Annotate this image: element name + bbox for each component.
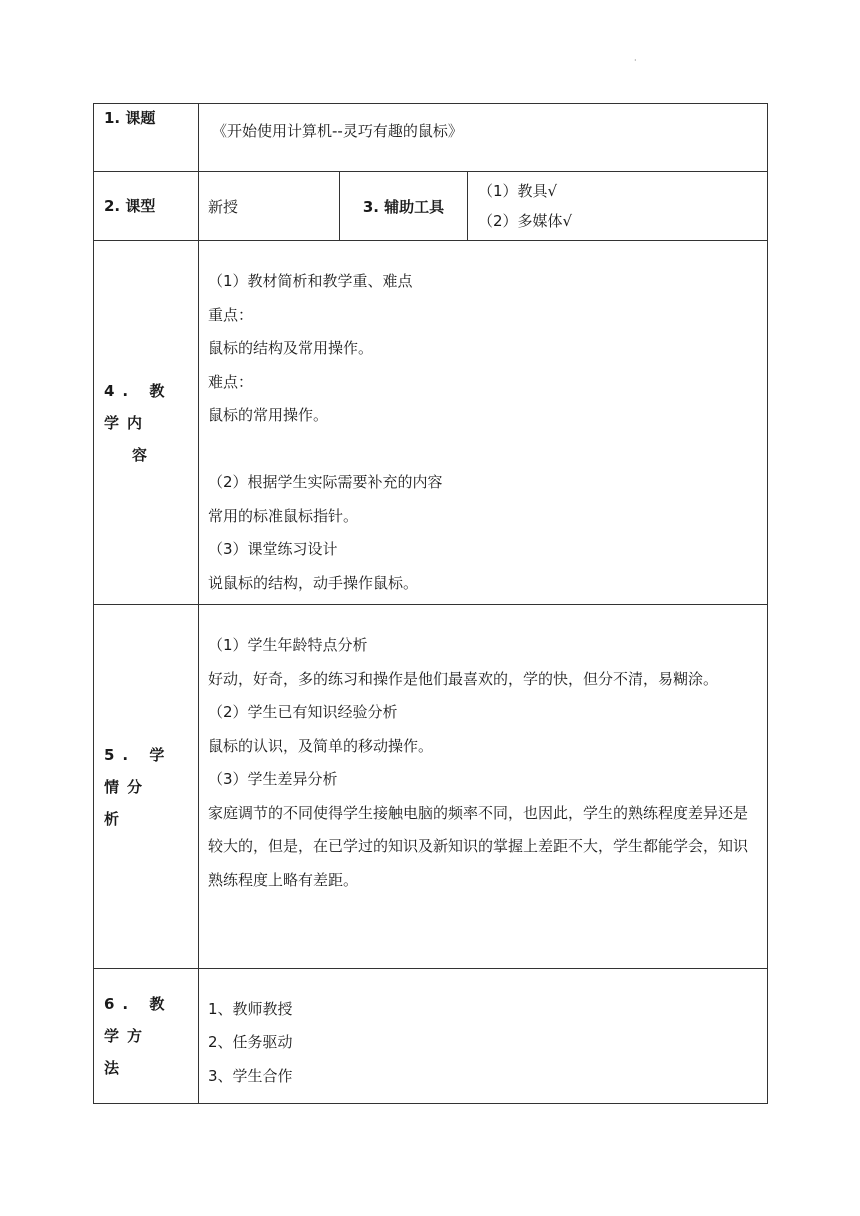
topic-label: 1. 课题 (94, 104, 199, 172)
analysis-paragraph: 好动，好奇，多的练习和操作是他们最喜欢的，学的快，但分不清，易糊涂。 (208, 669, 719, 688)
content-line: 难点： (208, 372, 254, 391)
method-row (94, 969, 768, 1104)
content-line (208, 433, 767, 467)
lesson-plan-table (93, 103, 768, 1104)
analysis-paragraph: 家庭调节的不同使得学生接触电脑的频率不同，也因此，学生的熟练程度差异还是较大的，但是，在已学过的知识及新知识的掌握上差距不大，学生都能学会，知识熟练程度上略有差距。 (208, 803, 749, 889)
content-line: （2）根据学生实际需要补充的内容 (208, 473, 443, 491)
topic-value: 《开始使用计算机--灵巧有趣的鼠标》 (199, 104, 768, 172)
method-item: 2、任务驱动 (208, 1033, 293, 1052)
content-line: （1）教材简析和教学重、难点 (208, 272, 413, 290)
content-label-line1: 4. 教学内 (104, 381, 173, 432)
analysis-paragraph: 鼠标的认识，及简单的移动操作。 (208, 736, 434, 755)
type-label: 2. 课型 (94, 172, 199, 241)
method-body (199, 969, 768, 1104)
method-item: 3、学生合作 (208, 1066, 293, 1085)
analysis-section-title: （3）学生差异分析 (208, 770, 338, 788)
topic-row (94, 104, 768, 172)
content-label-line2: 容 (132, 445, 148, 464)
analysis-section-title: （2）学生已有知识经验分析 (208, 703, 398, 721)
method-label-line1: 6. 教学方 (104, 995, 173, 1045)
analysis-label-line1: 5. 学情分 (104, 745, 173, 796)
content-row (94, 241, 768, 605)
tools-label: 3. 辅助工具 (340, 172, 468, 241)
content-line: 鼠标的结构及常用操作。 (208, 339, 374, 357)
tools-list (468, 172, 768, 241)
analysis-body (199, 605, 768, 969)
analysis-section-title: （1）学生年龄特点分析 (208, 636, 368, 654)
tool-item: （2）多媒体√ (478, 212, 573, 230)
content-line: 鼠标的常用操作。 (208, 406, 329, 424)
tool-item: （1）教具√ (478, 182, 558, 200)
content-body (199, 241, 768, 605)
content-line: 说鼠标的结构，动手操作鼠标。 (208, 573, 419, 592)
content-line: 重点： (208, 305, 254, 324)
type-value: 新授 (199, 172, 340, 241)
analysis-label (94, 605, 199, 969)
method-label (94, 969, 199, 1104)
header-mark: · (634, 56, 637, 65)
analysis-row (94, 605, 768, 969)
content-label (94, 241, 199, 605)
content-line: 常用的标准鼠标指针。 (208, 506, 359, 525)
content-line: （3）课堂练习设计 (208, 540, 338, 558)
method-item: 1、教师教授 (208, 999, 293, 1018)
analysis-label-line2: 析 (104, 809, 120, 828)
method-label-line2: 法 (104, 1059, 120, 1077)
type-row (94, 172, 768, 241)
